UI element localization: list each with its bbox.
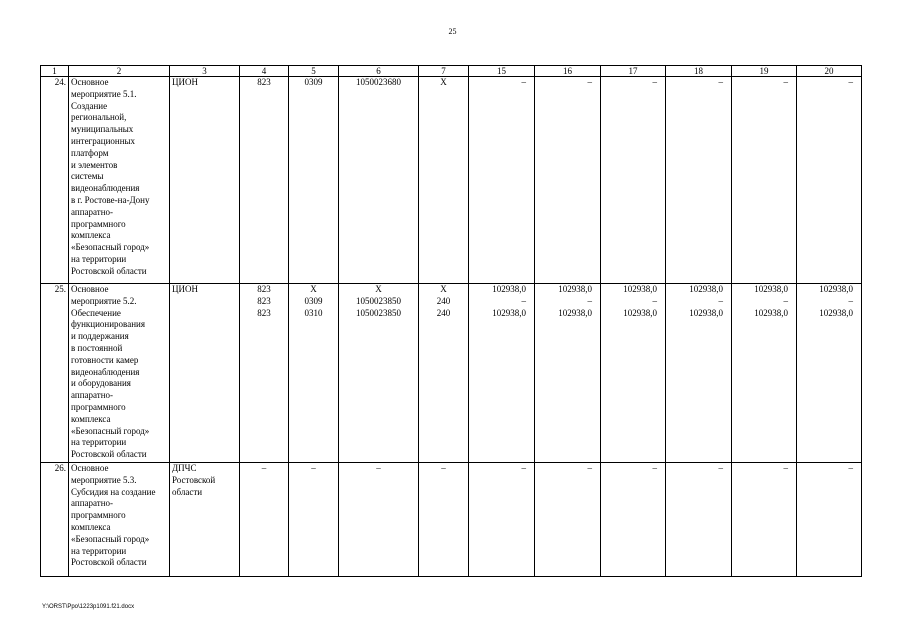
executor-line: Ростовской [172,474,216,485]
event-name-line: мероприятие 5.1. [71,88,137,99]
value-line: – [718,77,723,87]
value-line: – [848,77,853,87]
event-name-line: Субсидия на создание [71,486,156,497]
event-name-line: программного [71,401,126,412]
column-number: 3 [170,66,240,77]
amount-col-19 [732,77,797,284]
event-name-line: интеграционных [71,135,136,146]
table-row [41,284,862,463]
column-number: 18 [666,66,732,77]
value-line: – [521,463,526,473]
expense-type-code [419,77,469,284]
column-number: 15 [469,66,535,77]
value-line: 102938,0 [558,284,592,294]
amount-col-17 [601,463,666,577]
value-line: 1050023850 [356,308,401,318]
event-name-line: в г. Ростове-на-Дону [71,194,150,205]
target-article-code [339,284,419,463]
event-name-line: Создание [71,100,108,111]
amount-col-17 [601,77,666,284]
value-line: Х [310,284,317,294]
event-name [69,77,170,284]
column-number: 1 [41,66,69,77]
value-line: 0309 [304,296,323,306]
event-name-line: комплекса [71,230,111,241]
value-line: – [783,77,788,87]
value-line: – [521,296,526,306]
value-line: – [587,463,592,473]
value-line: – [587,296,592,306]
column-number: 16 [535,66,601,77]
value-line: – [718,296,723,306]
event-name-line: Основное [71,77,109,87]
event-name-line: на территории [71,545,127,556]
row-number: 26. [41,463,69,577]
column-number: 5 [289,66,339,77]
section-code [289,284,339,463]
event-name-line: программного [71,510,126,521]
value-line: – [261,463,267,473]
value-line: 240 [436,308,451,318]
amount-col-16 [535,77,601,284]
column-number: 20 [797,66,862,77]
value-line: 240 [436,296,451,306]
value-line: – [848,296,853,306]
grbs-code [240,463,289,577]
value-line: – [587,77,592,87]
amount-col-16 [535,463,601,577]
amount-col-20 [797,77,862,284]
event-name-line: «Безопасный город» [71,533,150,544]
value-line: 0310 [304,308,323,318]
value-line: 102938,0 [492,308,526,318]
executor-line: ДПЧС [172,463,197,473]
event-name-line: Основное [71,463,109,473]
amount-col-18 [666,77,732,284]
expense-type-code [419,284,469,463]
grbs-code [240,284,289,463]
value-line: – [783,463,788,473]
event-name-line: на территории [71,253,127,264]
executor [170,463,240,577]
event-name-line: Ростовской области [71,265,147,276]
amount-col-17 [601,284,666,463]
executor-line: ЦИОН [172,77,198,87]
value-line: – [783,296,788,306]
event-name-line: функционирования [71,319,145,330]
event-name-line: аппаратно- [71,498,114,509]
column-number: 2 [69,66,170,77]
amount-col-20 [797,284,862,463]
target-article-code [339,463,419,577]
event-name-line: видеонаблюдения [71,366,140,377]
event-name-line: региональной, [71,112,127,123]
value-line: 102938,0 [689,284,723,294]
target-article-code [339,77,419,284]
event-name-line: на территории [71,437,127,448]
executor-line: ЦИОН [172,284,198,294]
value-line: Х [375,284,382,294]
event-name-line: аппаратно- [71,390,114,401]
value-line: 1050023850 [356,296,401,306]
value-line: – [311,463,316,473]
column-number-row [41,66,862,77]
event-name [69,463,170,577]
value-line: 102938,0 [819,284,853,294]
expense-type-code [419,463,469,577]
column-number: 6 [339,66,419,77]
event-name-line: и поддержания [71,331,129,342]
value-line: 102938,0 [558,308,592,318]
event-name-line: «Безопасный город» [71,425,150,436]
event-name-line: видеонаблюдения [71,183,140,194]
value-line: 823 [257,308,271,318]
section-code [289,77,339,284]
executor-line: области [172,486,203,497]
amount-col-18 [666,463,732,577]
value-line: 102938,0 [754,308,788,318]
value-line: – [376,463,381,473]
value-line: Х [440,284,447,294]
event-name-line: и оборудования [71,378,131,389]
file-path-footer: Y:\ORST\Ppo\1223p1091.f21.docx [42,604,135,610]
event-name-line: Ростовской области [71,449,147,460]
value-line: – [652,77,657,87]
event-name-line: программного [71,218,126,229]
value-line: – [652,296,657,306]
value-line: 823 [257,77,271,87]
amount-col-20 [797,463,862,577]
value-line: 102938,0 [492,284,526,294]
value-line: 102938,0 [754,284,788,294]
value-line: – [718,463,723,473]
value-line: 102938,0 [819,308,853,318]
event-name-line: комплекса [71,413,111,424]
table-body [41,66,862,577]
event-name-line: мероприятие 5.3. [71,474,137,485]
table-row [41,463,862,577]
value-line: – [441,463,446,473]
amount-col-15 [469,284,535,463]
section-code [289,463,339,577]
amount-col-18 [666,284,732,463]
event-name-line: готовности камер [71,354,139,365]
event-name-line: комплекса [71,521,111,532]
table-row [41,77,862,284]
event-name-line: в постоянной [71,342,123,353]
amount-col-15 [469,77,535,284]
event-name-line: Основное [71,284,109,294]
grbs-code [240,77,289,284]
column-number: 17 [601,66,666,77]
row-number: 24. [41,77,69,284]
value-line: 102938,0 [623,284,657,294]
event-name-line: «Безопасный город» [71,242,150,253]
value-line: 102938,0 [623,308,657,318]
amount-col-19 [732,284,797,463]
amount-col-16 [535,284,601,463]
value-line: 102938,0 [689,308,723,318]
value-line: 1050023680 [356,77,401,87]
executor [170,77,240,284]
executor [170,284,240,463]
event-name-line: платформ [71,147,109,158]
event-name-line: аппаратно- [71,206,114,217]
event-name-line: мероприятие 5.2. [71,295,137,306]
value-line: – [521,77,526,87]
column-number: 7 [419,66,469,77]
event-name [69,284,170,463]
value-line: 823 [257,284,271,294]
value-line: 0309 [304,77,323,87]
column-number: 4 [240,66,289,77]
page-number: 25 [448,27,457,36]
event-name-line: системы [71,171,104,182]
event-name-line: и элементов [71,159,118,170]
value-line: – [652,463,657,473]
row-number: 25. [41,284,69,463]
amount-col-15 [469,463,535,577]
value-line: Х [440,77,447,87]
budget-table [40,65,862,577]
event-name-line: муниципальных [71,124,134,135]
value-line: 823 [257,296,271,306]
event-name-line: Обеспечение [71,307,121,318]
value-line: – [848,463,853,473]
event-name-line: Ростовской области [71,557,147,568]
amount-col-19 [732,463,797,577]
column-number: 19 [732,66,797,77]
